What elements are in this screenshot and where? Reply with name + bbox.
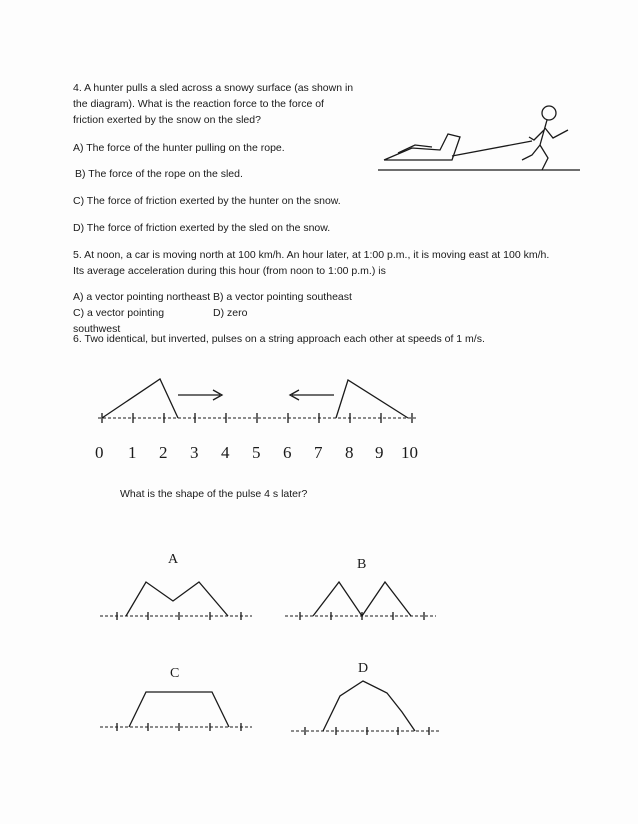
q4-stem-line: friction exerted by the snow on the sled? <box>73 114 261 126</box>
q5-stem-line: 5. At noon, a car is moving north at 100 km/h. An hour later, at 1:00 p.m., it is moving east at 100 km/h. <box>73 249 550 261</box>
axis-number: 3 <box>190 443 199 462</box>
q4-stem-line: 4. A hunter pulls a sled across a snowy surface (as shown in <box>73 82 354 94</box>
axis-number: 5 <box>252 443 261 462</box>
choice-b-diagram <box>285 582 436 620</box>
axis-number: 6 <box>283 443 292 462</box>
choice-label-a: A <box>168 552 179 567</box>
q5-option-b: B) a vector pointing southeast <box>213 291 352 303</box>
choice-a-diagram <box>100 582 252 620</box>
q5-option-d: D) zero <box>213 307 248 319</box>
q4-option-a: A) The force of the hunter pulling on the rope. <box>73 142 285 154</box>
q4-stem-line: the diagram). What is the reaction force to the force of <box>73 98 324 110</box>
choice-label-b: B <box>357 557 367 572</box>
q4-option-c: C) The force of friction exerted by the hunter on the snow. <box>73 195 341 207</box>
axis-number: 8 <box>345 443 354 462</box>
q5-option-c: C) a vector pointing southwest <box>73 307 165 335</box>
choice-c-diagram <box>100 692 252 731</box>
axis-number: 9 <box>375 443 384 462</box>
q4-option-d: D) The force of friction exerted by the sled on the snow. <box>73 222 331 234</box>
q4-option-b: B) The force of the rope on the sled. <box>75 168 243 180</box>
q6-stem: 6. Two identical, but inverted, pulses on a string approach each other at speeds of 1 m/s. <box>73 333 485 345</box>
axis-number: 0 <box>95 443 104 462</box>
axis-number: 4 <box>221 443 230 462</box>
axis-number: 2 <box>159 443 168 462</box>
choice-d-diagram <box>291 681 441 735</box>
axis-number: 1 <box>128 443 137 462</box>
axis-number: 7 <box>314 443 323 462</box>
axis-number: 10 <box>401 443 418 462</box>
q6-followup: What is the shape of the pulse 4 s later? <box>120 488 308 500</box>
q5-stem-line: Its average acceleration during this hour (from noon to 1:00 p.m.) is <box>73 265 386 277</box>
q5-option-a: A) a vector pointing northeast <box>73 291 211 303</box>
choice-label-d: D <box>358 661 369 676</box>
choice-label-c: C <box>170 666 180 681</box>
